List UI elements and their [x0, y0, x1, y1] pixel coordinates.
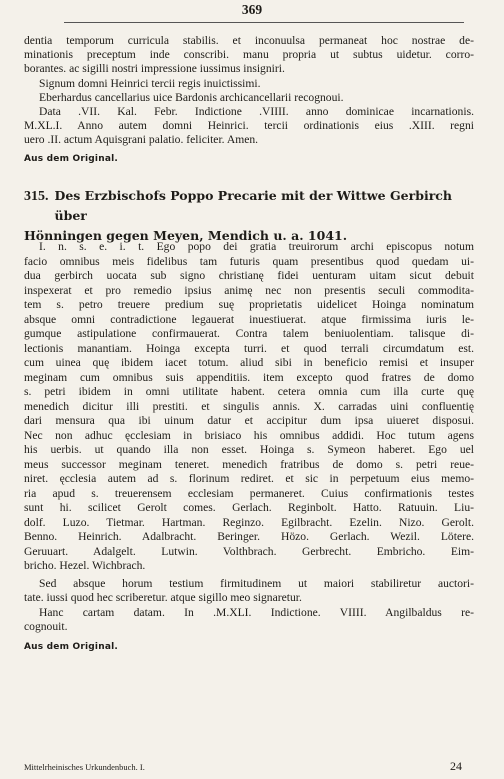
top-block: [24, 34, 474, 166]
body-line: niret. ęcclesia autem ad s. florinum rediret. et sic in perpetuum eius memo-: [24, 472, 474, 485]
body-line: facio omnibus meis fidelibus tam futuris quam presentibus quod quedam ui-: [24, 254, 474, 268]
body-line: gumque astipulatione confirmauerat. Contra talem beniuolentiam. talisque di-: [24, 327, 474, 340]
closing-line: Sed absque horum testium firmitudinem ut maiori stabiliretur auctori-: [39, 576, 474, 590]
footer-title: Mittelrheinisches Urkundenbuch. I.: [24, 762, 145, 772]
page-footer: [24, 759, 474, 773]
body-line: meginam cum omnibus suis appenditiis. item excepto quod fratres de domo: [24, 370, 474, 384]
sheet-number: 24: [450, 759, 462, 773]
source-note: Aus dem Original.: [24, 641, 119, 652]
body-line: sunt hi. scilicet Gerolt comes. Gerlach. Reginbolt. Hatto. Ratuuin. Liu-: [24, 501, 474, 514]
header-rule: [64, 22, 464, 23]
charter-body: [24, 240, 474, 654]
document-title-line: Des Erzbischofs Poppo Precarie mit der Wittwe Gerbirch über: [54, 188, 452, 223]
body-line: dolf. Luzo. Tietmar. Hartman. Reginzo. Egilbracht. Ezelin. Nizo. Gerolt.: [24, 515, 474, 529]
source-note: Aus dem Original.: [24, 153, 119, 164]
body-line: absque omni contradictione legauerat inuestiuerat. atque firmissima iuris le-: [24, 312, 474, 326]
eberhardus-line: Eberhardus cancellarius uice Bardonis archicancellarii recognoui.: [39, 90, 344, 104]
body-line: lectionis manantiam. Hoinga excepta turri. et quod terrali circumdatum est.: [24, 341, 474, 355]
closing-line: tate. iussi quod hec scriberetur. atque sigillo meo signaretur.: [24, 591, 302, 604]
signum-line: Signum domni Heinrici tercii regis inuictissimi.: [39, 76, 261, 90]
body-line: dari mensura qua ibi uinum datur et accipitur dum ipsa uiueret disposui.: [24, 414, 474, 427]
body-line: meus successor meginam teneret. menedich fratribus de domo s. petri reue-: [24, 457, 474, 471]
text-line: minationis preceptum inde conscribi. manu propria ut subtus uidetur. corro-: [24, 48, 474, 62]
data-line: uero .II. actum Aquisgrani palatio. feliciter. Amen.: [24, 133, 259, 147]
document-title-line: Hönningen gegen Meyen, Mendich u. a. 1041.: [24, 228, 348, 243]
closing-line: cognouit.: [24, 620, 68, 633]
body-line: his uerbis. ut quando illa non esset. Hoinga s. Symeon haberet. Ego uel: [24, 443, 474, 456]
body-line: menedich dicitur illi prestiti. et singulis annis. X. carradas uini confluentię: [24, 399, 474, 413]
body-line: tem s. petro treuere predium suę proprietatis uidelicet Hoinga nominatum: [24, 298, 474, 311]
body-line: ria apud s. treuerensem ecclesiam permaneret. Cuius confirmationis testes: [24, 486, 474, 500]
body-line: bricho. Hezel. Wichbrach.: [24, 559, 146, 572]
body-line: s. petri ibidem in omni utilitate habent. cetera omnia cum illa curte quę: [24, 385, 474, 398]
body-line: dua gerbirch uocata sub signo christianę fidei uenturam uitam sicut debuit: [24, 269, 474, 282]
data-line: Data .VII. Kal. Febr. Indictione .VIIII. anno dominicae incarnationis.: [39, 105, 474, 119]
body-line: Nec non adhuc ęcclesiam in brisiaco his omnibus addidi. Hoc tutum agens: [24, 428, 474, 442]
text-line: dentia temporum curricula stabilis. et inconuulsa permaneat hoc nostrae de-: [24, 34, 474, 47]
document-heading: [24, 186, 474, 246]
body-line: Geruuart. Adalgelt. Lutwin. Volthbrach. Gerbrecht. Embricho. Eim-: [24, 544, 474, 558]
document-number: 315.: [24, 189, 49, 204]
body-line: I. n. s. e. i. t. Ego popo dei gratia treuirorum archi episcopus notum: [39, 240, 474, 253]
body-line: cum uinea quę ibidem iacet totum. aliud sibi in beneficio remisi et insuper: [24, 356, 474, 369]
body-line: inspexerat et pro remedio ipsius animę nec non presentis seculi commodita-: [24, 283, 474, 297]
closing-line: Hanc cartam datam. In .M.XLI. Indictione. VIIII. Angilbaldus re-: [39, 605, 474, 619]
data-line: M.XL.I. Anno autem domni Heinrici. tercii ordinationis eius .XIII. regni: [24, 119, 474, 133]
body-line: Benno. Heinrich. Adalbracht. Beringer. Hözo. Gerlach. Wezil. Lötere.: [24, 530, 474, 543]
text-line: borantes. ac sigilli nostri impressione iussimus insigniri.: [24, 62, 285, 76]
page-number: 369: [241, 2, 263, 17]
